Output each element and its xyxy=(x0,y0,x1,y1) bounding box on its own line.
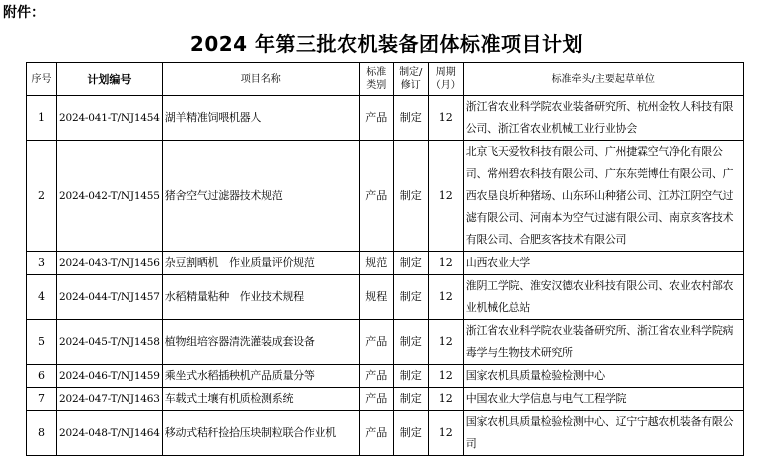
row-units: 浙江省农业科学院农业装备研究所、浙江省农业科学院病毒学与生物技术研究所 xyxy=(463,320,743,365)
row-code: 2024-046-T/NJ1459 xyxy=(57,365,163,388)
row-units: 北京飞天爱牧科技有限公司、广州捷霖空气净化有限公司、常州碧农科技有限公司、广东东莞博仕有限公司、广西农垦良圻种猪场、山东环山种猪公司、江苏江阴空气过滤有限公司、河南本为空气过滤有限公司、南京亥客技术有限公司、合肥亥客技术有限公司 xyxy=(463,141,743,252)
header-no: 序号 xyxy=(27,63,57,96)
row-no: 5 xyxy=(27,320,57,365)
row-code: 2024-045-T/NJ1458 xyxy=(57,320,163,365)
table-row xyxy=(27,320,744,365)
row-category: 规程 xyxy=(359,275,393,320)
row-period: 12 xyxy=(428,388,463,411)
row-no: 2 xyxy=(27,141,57,252)
table-row xyxy=(27,141,744,252)
row-name: 猪舍空气过滤器技术规范 xyxy=(162,141,359,252)
row-name: 杂豆割晒机 作业质量评价规范 xyxy=(162,252,359,275)
document-title: 2024 年第三批农机装备团体标准项目计划 xyxy=(189,32,584,56)
row-period: 12 xyxy=(428,411,463,456)
row-type: 制定 xyxy=(393,320,428,365)
header-type: 制定/修订 xyxy=(393,63,428,96)
row-period: 12 xyxy=(428,365,463,388)
table-row xyxy=(27,411,744,456)
header-units: 标准牵头/主要起草单位 xyxy=(463,63,743,96)
row-name: 移动式秸秆捡拾压块制粒联合作业机 xyxy=(162,411,359,456)
header-name: 项目名称 xyxy=(162,63,359,96)
row-category: 产品 xyxy=(359,411,393,456)
row-units: 国家农机具质量检验检测中心、辽宁宁越农机装备有限公司 xyxy=(463,411,743,456)
table-header-row xyxy=(27,63,744,96)
table-row xyxy=(27,252,744,275)
row-code: 2024-044-T/NJ1457 xyxy=(57,275,163,320)
row-no: 4 xyxy=(27,275,57,320)
row-category: 产品 xyxy=(359,96,393,141)
row-no: 1 xyxy=(27,96,57,141)
row-units: 国家农机具质量检验检测中心 xyxy=(463,365,743,388)
row-category: 产品 xyxy=(359,141,393,252)
attachment-label: 附件： xyxy=(3,5,45,21)
row-type: 制定 xyxy=(393,365,428,388)
row-period: 12 xyxy=(428,275,463,320)
row-code: 2024-041-T/NJ1454 xyxy=(57,96,163,141)
row-type: 制定 xyxy=(393,141,428,252)
row-units: 山西农业大学 xyxy=(463,252,743,275)
row-code: 2024-042-T/NJ1455 xyxy=(57,141,163,252)
row-units: 浙江省农业科学院农业装备研究所、杭州金牧人科技有限公司、浙江省农业机械工业行业协会 xyxy=(463,96,743,141)
table-row xyxy=(27,275,744,320)
row-code: 2024-048-T/NJ1464 xyxy=(57,411,163,456)
row-type: 制定 xyxy=(393,411,428,456)
row-no: 8 xyxy=(27,411,57,456)
row-category: 产品 xyxy=(359,320,393,365)
row-name: 植物组培容器清洗灌装成套设备 xyxy=(162,320,359,365)
header-category: 标准类别 xyxy=(359,63,393,96)
row-period: 12 xyxy=(428,252,463,275)
row-name: 水稻精量粘种 作业技术规程 xyxy=(162,275,359,320)
row-code: 2024-043-T/NJ1456 xyxy=(57,252,163,275)
header-code: 计划编号 xyxy=(57,63,163,96)
table-row xyxy=(27,365,744,388)
row-category: 产品 xyxy=(359,365,393,388)
row-no: 6 xyxy=(27,365,57,388)
row-period: 12 xyxy=(428,141,463,252)
table-row xyxy=(27,388,744,411)
row-name: 车载式土壤有机质检测系统 xyxy=(162,388,359,411)
row-period: 12 xyxy=(428,320,463,365)
row-type: 制定 xyxy=(393,275,428,320)
row-units: 中国农业大学信息与电气工程学院 xyxy=(463,388,743,411)
row-category: 规范 xyxy=(359,252,393,275)
row-type: 制定 xyxy=(393,252,428,275)
row-code: 2024-047-T/NJ1463 xyxy=(57,388,163,411)
row-units: 淮阴工学院、淮安汉德农业科技有限公司、农业农村部农业机械化总站 xyxy=(463,275,743,320)
row-type: 制定 xyxy=(393,96,428,141)
row-name: 湖羊精准饲喂机器人 xyxy=(162,96,359,141)
table-row xyxy=(27,96,744,141)
row-no: 3 xyxy=(27,252,57,275)
row-name: 乘坐式水稻插秧机产品质量分等 xyxy=(162,365,359,388)
standards-plan-table xyxy=(26,62,744,456)
row-category: 产品 xyxy=(359,388,393,411)
header-period: 周期（月） xyxy=(428,63,463,96)
row-period: 12 xyxy=(428,96,463,141)
row-type: 制定 xyxy=(393,388,428,411)
row-no: 7 xyxy=(27,388,57,411)
